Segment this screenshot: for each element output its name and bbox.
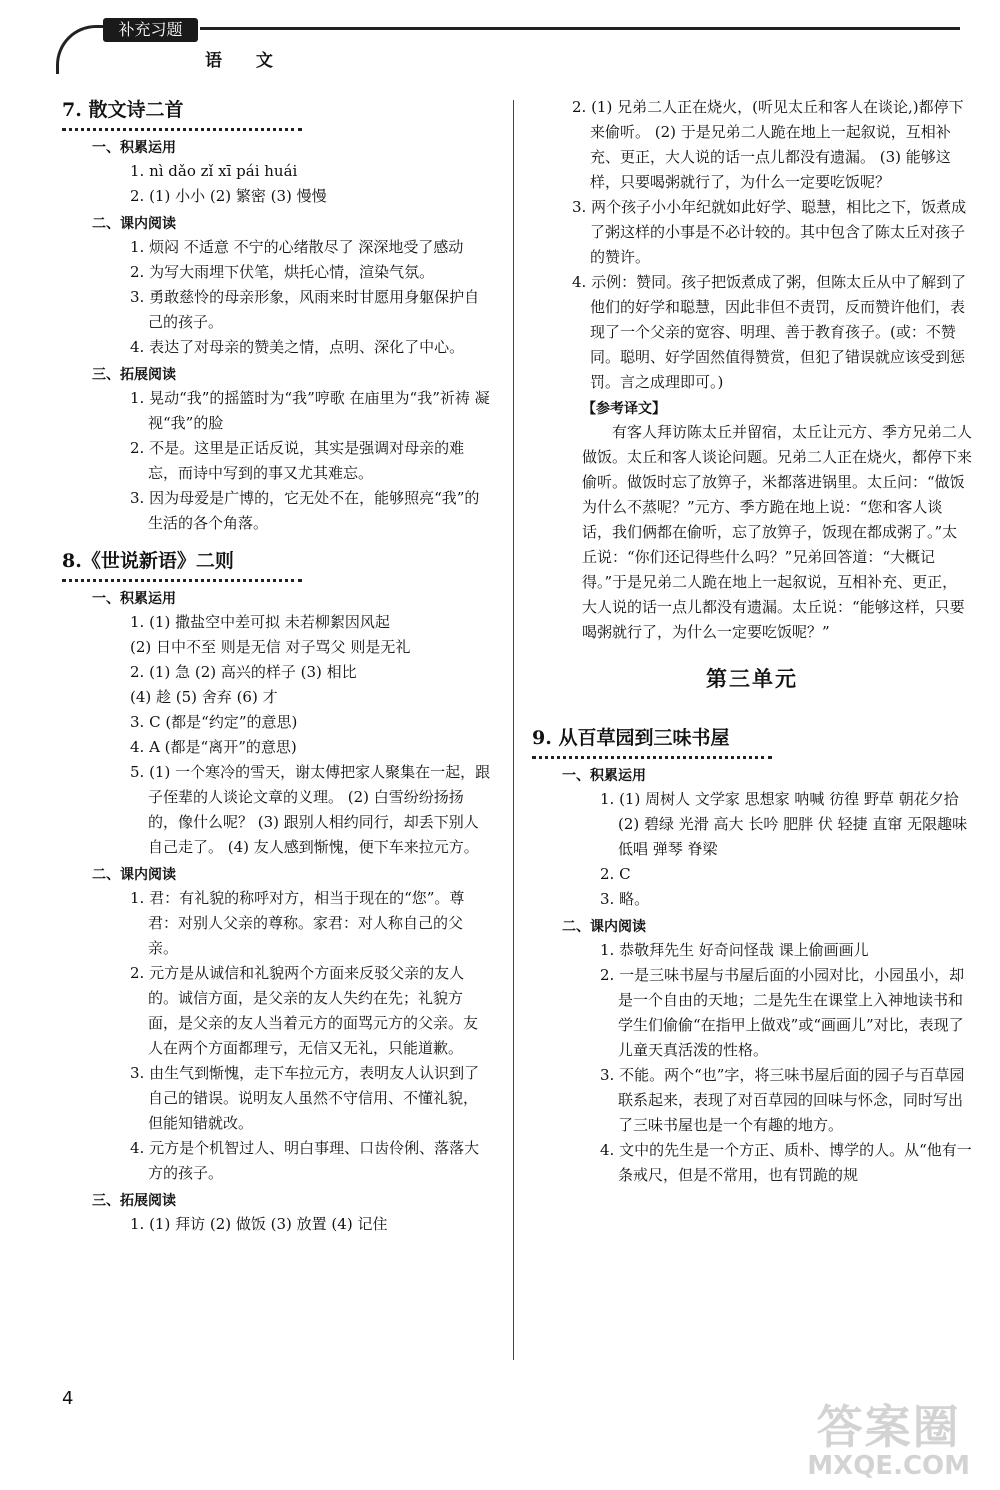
reference-translation-title: 【参考译文】 bbox=[582, 401, 666, 417]
section-title-9: 9. 从百草园到三味书屋 bbox=[532, 723, 772, 759]
right-column bbox=[532, 95, 972, 1188]
answer-item: 3. 略。 bbox=[600, 890, 650, 908]
answer-item: 2. 不是。这里是正话反说，其实是强调对母亲的难忘，而诗中写到的事又尤其难忘。 bbox=[130, 439, 465, 482]
answer-item: 5. (1) 一个寒冷的雪天，谢太傅把家人聚集在一起，跟子侄辈的人谈论文章的义理。 (2) 白雪纷纷扬扬的，像什么呢？ (3) 跟别人相约同行，却丢下别人自己走了。 (4) 友人感到惭愧，便下车来拉元方。 bbox=[130, 763, 491, 856]
watermark-line1: 答案圈 bbox=[816, 1400, 961, 1454]
answer-item: 4. A (都是“离开”的意思) bbox=[130, 738, 297, 756]
subheading: 二、课内阅读 bbox=[562, 919, 646, 935]
answer-item: 1. nì dǎo zǐ xī pái huái bbox=[130, 162, 298, 180]
answer-item: 2. (1) 兄弟二人正在烧火，(听见太丘和客人在谈论,)都停下来偷听。 (2) 于是兄弟二人跪在地上一起叙说，互相补充、更正，大人说的话一点儿都没有遗漏。 (3) 能够这样，只要喝粥就行了，为什么一定要吃饭呢？ bbox=[572, 98, 964, 191]
subheading: 三、拓展阅读 bbox=[92, 1193, 176, 1209]
answer-item: 1. 晃动“我”的摇篮时为“我”哼歌 在庙里为“我”祈祷 凝视“我”的脸 bbox=[130, 389, 490, 432]
subheading: 二、课内阅读 bbox=[92, 867, 176, 883]
answer-item: (4) 趁 (5) 舍弃 (6) 才 bbox=[130, 688, 278, 706]
column-divider bbox=[513, 100, 514, 1360]
answer-item: 4. 文中的先生是一个方正、质朴、博学的人。从“他有一条戒尺，但是不常用，也有罚跪的规 bbox=[600, 1141, 972, 1184]
subheading: 一、积累运用 bbox=[562, 768, 646, 784]
left-column bbox=[62, 95, 492, 1237]
page-number: 4 bbox=[62, 1388, 74, 1409]
answer-item: 2. (1) 小小 (2) 繁密 (3) 慢慢 bbox=[130, 187, 327, 205]
subheading: 三、拓展阅读 bbox=[92, 367, 176, 383]
answer-item: 4. 元方是个机智过人、明白事理、口齿伶俐、落落大方的孩子。 bbox=[130, 1139, 480, 1182]
answer-item: 3. 不能。两个“也”字，将三味书屋后面的园子与百草园联系起来，表现了对百草园的回味与怀念，同时写出了三味书屋也是一个有趣的地方。 bbox=[600, 1066, 965, 1134]
answer-item: 2. 为写大雨埋下伏笔，烘托心情，渲染气氛。 bbox=[130, 263, 435, 281]
answer-item: 3. 由生气到惭愧，走下车拉元方，表明友人认识到了自己的错误。说明友人虽然不守信用、不懂礼貌，但能知错就改。 bbox=[130, 1064, 480, 1132]
answer-item: 1. 君：有礼貌的称呼对方，相当于现在的“您”。尊君：对别人父亲的尊称。家君：对人称自己的父亲。 bbox=[130, 889, 465, 957]
answer-item: 1. 烦闷 不适意 不宁的心绪散尽了 深深地受了感动 bbox=[130, 238, 464, 256]
reference-translation-text: 有客人拜访陈太丘并留宿，太丘让元方、季方兄弟二人做饭。太丘和客人谈论问题。兄弟二人正在烧火，都停下来偷听。做饭时忘了放箅子，米都落进锅里。太丘问：“做饭为什么不蒸呢？”元方、季方跪在地上说：“您和客人谈话，我们俩都在偷听，忘了放箅子，饭现在都成粥了。”太丘说：“你们还记得些什么吗？”兄弟回答道：“大概记得。”于是兄弟二人跪在地上一起叙说，互相补充、更正，大人说的话一点儿都没有遗漏。太丘说：“能够这样，只要喝粥就行了，为什么一定要吃饭呢？” bbox=[582, 423, 973, 641]
answer-item: (2) 日中不至 则是无信 对子骂父 则是无礼 bbox=[130, 638, 411, 656]
subheading: 一、积累运用 bbox=[92, 591, 176, 607]
watermark-line2: MXQE.COM bbox=[807, 1451, 970, 1481]
answer-item: 4. 表达了对母亲的赞美之情，点明、深化了中心。 bbox=[130, 338, 465, 356]
answer-item: 1. (1) 拜访 (2) 做饭 (3) 放置 (4) 记住 bbox=[130, 1215, 388, 1233]
section-title-7: 7. 散文诗二首 bbox=[62, 95, 302, 131]
subheading: 二、课内阅读 bbox=[92, 216, 176, 232]
header-tag: 补充习题 bbox=[103, 18, 198, 42]
answer-item: 3. 勇敢慈怜的母亲形象，风雨来时甘愿用身躯保护自己的孩子。 bbox=[130, 288, 480, 331]
answer-item: 4. 示例：赞同。孩子把饭煮成了粥，但陈太丘从中了解到了他们的好学和聪慧，因此非但不责罚，反而赞许他们，表现了一个父亲的宽容、明理、善于教育孩子。(或：不赞同。聪明、好学固然值得赞赏，但犯了错误就应该受到惩罚。言之成理即可。) bbox=[572, 273, 967, 391]
header-rule bbox=[200, 27, 960, 30]
answer-item: 2. 一是三味书屋与书屋后面的小园对比，小园虽小，却是一个自由的天地；二是先生在课堂上入神地读书和学生们偷偷“在指甲上做戏”或“画画儿”对比，表现了儿童天真活泼的性格。 bbox=[600, 966, 965, 1059]
answer-item: 2. (1) 急 (2) 高兴的样子 (3) 相比 bbox=[130, 663, 357, 681]
answer-item: 2. 元方是从诚信和礼貌两个方面来反驳父亲的友人的。诚信方面，是父亲的友人失约在先；礼貌方面，是父亲的友人当着元方的面骂元方的父亲。友人在两个方面都理亏，无信又无礼，只能道歉。 bbox=[130, 964, 479, 1057]
header-subject: 语 文 bbox=[205, 51, 287, 71]
watermark-logo bbox=[807, 1402, 970, 1480]
answer-item: 1. (1) 周树人 文学家 思想家 呐喊 彷徨 野草 朝花夕拾 (2) 碧绿 光滑 高大 长吟 肥胖 伏 轻捷 直窜 无限趣味 低唱 弹琴 脊梁 bbox=[600, 790, 968, 858]
unit-title: 第三单元 bbox=[706, 667, 798, 691]
answer-item: 3. 因为母爱是广博的，它无处不在，能够照亮“我”的生活的各个角落。 bbox=[130, 489, 480, 532]
answer-item: 1. (1) 撒盐空中差可拟 未若柳絮因风起 bbox=[130, 613, 390, 631]
answer-item: 3. 两个孩子小小年纪就如此好学、聪慧，相比之下，饭煮成了粥这样的小事是不必计较的。其中包含了陈太丘对孩子的赞许。 bbox=[572, 198, 967, 266]
subheading: 一、积累运用 bbox=[92, 140, 176, 156]
section-title-8: 8.《世说新语》二则 bbox=[62, 546, 302, 582]
answer-item: 3. C (都是“约定”的意思) bbox=[130, 713, 298, 731]
answer-item: 2. C bbox=[600, 865, 631, 883]
answer-item: 1. 恭敬拜先生 好奇问怪哉 课上偷画画儿 bbox=[600, 941, 869, 959]
